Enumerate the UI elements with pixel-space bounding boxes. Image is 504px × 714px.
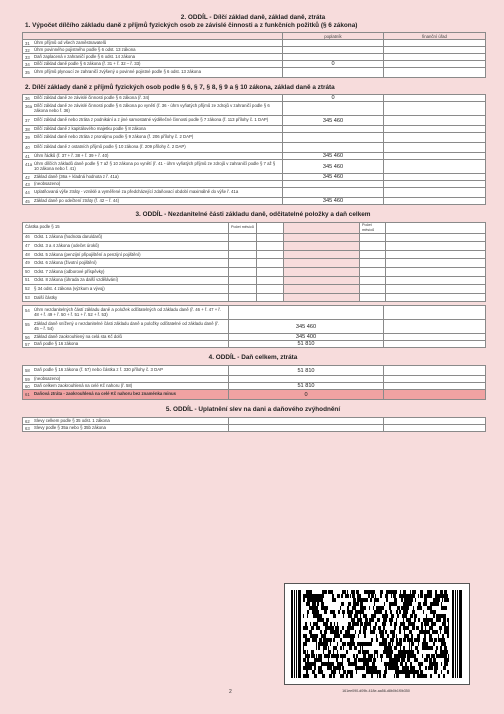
months-field[interactable]	[229, 267, 257, 276]
row-label-cell	[23, 68, 283, 78]
row-number: 51	[25, 277, 30, 283]
row-number: 61	[25, 392, 30, 398]
form-row-51	[23, 276, 486, 285]
row-label: Úhrn nezdanitelných částí základu daně a položek odčitatelných od základu daně (ř. 46 + ř. 47 + ř. 48 + ř. 49 + ř. 50 + ř. 51 + ř. 52 + ř. 53)	[34, 307, 222, 317]
row-number: 35	[25, 70, 30, 75]
row-number: 32	[25, 47, 30, 53]
value-field[interactable]	[229, 376, 384, 383]
row-number: 54	[25, 308, 30, 314]
pdf417-barcode	[284, 583, 470, 685]
row-label-cell	[23, 174, 283, 181]
row-label: Daňová ztráta - zaokrouhlená na celé Kč nahoru bez znaménka minus	[34, 391, 177, 397]
months-field[interactable]	[229, 276, 257, 285]
col-taxpayer: poplatník	[283, 33, 384, 40]
value-field[interactable]: 51 810	[229, 366, 384, 376]
row-number: 41	[25, 153, 30, 159]
row-number: 50	[25, 268, 30, 274]
row-label-cell	[23, 116, 283, 126]
row-number: 53	[25, 294, 30, 300]
row-label-cell	[23, 47, 283, 54]
office-field[interactable]	[384, 126, 486, 133]
row-number: 37	[25, 118, 30, 123]
row-number: 58	[25, 368, 30, 374]
value-field[interactable]	[283, 133, 384, 143]
row-number: 41a	[25, 161, 33, 167]
value-field[interactable]	[283, 126, 384, 133]
form-row-48	[23, 250, 486, 259]
value-field[interactable]	[283, 181, 384, 188]
form-row-32	[23, 47, 486, 54]
months-field-office[interactable]	[360, 250, 386, 259]
row-label: Odst. 6 zákona (životní pojištění)	[34, 260, 97, 266]
row-label-cell	[23, 188, 283, 198]
office-field[interactable]	[384, 334, 486, 341]
row-label: Základ daně (36a + kladná hodnota z ř. 41a)	[34, 173, 119, 179]
form-row-37	[23, 116, 486, 126]
office-field[interactable]	[384, 383, 486, 390]
row-label-cell	[23, 306, 229, 320]
value-field[interactable]: 345 460	[283, 198, 384, 205]
section5-title: 5. ODDÍL - Uplatnění slev na dani a daňového zvýhodnění	[165, 406, 341, 414]
row-number: 42	[25, 174, 30, 180]
form-row-36	[23, 95, 486, 102]
form-row-61	[23, 390, 486, 400]
value-field[interactable]: 345 460	[229, 320, 384, 334]
row-label: Daň zaplacená v zahraničí podle § 6 odst. 14 zákona	[34, 53, 136, 59]
row-label-cell	[23, 198, 283, 205]
form-row-50	[23, 267, 486, 276]
form-row-56	[23, 334, 486, 341]
amount-field[interactable]	[257, 242, 284, 251]
months-field[interactable]	[229, 242, 257, 251]
row-label-cell	[23, 95, 283, 102]
spacer-cell	[284, 259, 360, 268]
row-label-cell	[23, 366, 229, 376]
spacer-cell	[284, 285, 360, 294]
barcode-graphic	[291, 590, 463, 678]
row-label: Odst. 8 zákona (úhrada za další vzdělávání)	[34, 277, 119, 283]
row-label-cell	[23, 425, 229, 432]
value-field[interactable]: 0	[283, 95, 384, 102]
row-number: 39	[25, 135, 30, 140]
value-field[interactable]	[229, 306, 384, 320]
amount-field[interactable]	[257, 276, 284, 285]
months-field-office[interactable]	[360, 242, 386, 251]
form-row-43	[23, 181, 486, 188]
row-label-cell	[23, 390, 229, 400]
row-number: 36	[25, 95, 30, 101]
row-number: 46	[25, 234, 30, 240]
row-label-cell	[23, 250, 229, 259]
form-row-42	[23, 174, 486, 181]
amount-field-office[interactable]	[386, 285, 486, 294]
row-number: 55	[25, 322, 30, 328]
row-label-cell	[23, 276, 229, 285]
form-row-36a	[23, 102, 486, 116]
row-label: Dílčí základ daně z kapitálového majetku podle § 8 zákona	[34, 125, 146, 131]
row-number: 40	[25, 145, 30, 150]
row-label: Slevy celkem podle § 35 odst. 1 zákona	[34, 417, 110, 423]
row-label: Základ daně zaokrouhlený na celá sta Kč dolů	[34, 333, 122, 339]
row-label-cell	[23, 233, 229, 242]
office-field[interactable]	[384, 143, 486, 153]
office-field[interactable]	[384, 376, 486, 383]
row-label-cell	[23, 418, 229, 425]
row-label-cell	[23, 133, 283, 143]
col-office: finanční úřad	[384, 33, 486, 40]
value-field[interactable]: 345 460	[283, 174, 384, 181]
row-number: 57	[25, 341, 30, 347]
s3-col-months-2: Počet měsíců	[360, 223, 386, 234]
months-field[interactable]	[229, 233, 257, 242]
s3-cell-blank	[257, 223, 284, 234]
months-field-office[interactable]	[360, 276, 386, 285]
section4-title: 4. ODDÍL - Daň celkem, ztráta	[208, 354, 298, 362]
form-row-62	[23, 418, 486, 425]
office-field[interactable]	[384, 198, 486, 205]
row-label: Daň podle § 16 zákona	[34, 340, 79, 346]
row-label: (neobsazeno)	[34, 375, 61, 381]
row-label-cell	[23, 376, 229, 383]
row-label: Úhrn dílčích základů daně podle § 7 až § 10 zákona po vynětí (ř. 41 - úhrn vyňatých příjmů ze zdrojů v zahraničí podle § 7 až § 10 zákona nebo ř. 41)	[34, 160, 276, 171]
form-row-35	[23, 68, 486, 78]
form-row-33	[23, 54, 486, 61]
value-field[interactable]	[283, 188, 384, 198]
row-label-cell	[23, 259, 229, 268]
form-row-34	[23, 61, 486, 68]
row-label: (neobsazeno)	[34, 180, 61, 186]
form-row-55	[23, 320, 486, 334]
value-field[interactable]: 345 400	[229, 334, 384, 341]
form-row-49	[23, 259, 486, 268]
spacer-cell	[284, 233, 360, 242]
row-label: Daň celkem zaokrouhlená na celé Kč nahoru (ř. 58)	[34, 382, 133, 388]
amount-field-office[interactable]	[386, 233, 486, 242]
row-number: 34	[25, 61, 30, 67]
value-field[interactable]: 345 460	[283, 153, 384, 160]
row-number: 60	[25, 383, 30, 389]
office-field[interactable]	[384, 418, 486, 425]
header-blank	[23, 33, 283, 40]
row-label-cell	[23, 61, 283, 68]
row-number: 43	[25, 181, 30, 187]
amount-field[interactable]	[257, 233, 284, 242]
row-number: 56	[25, 334, 30, 340]
section2-sub1-title: 1. Výpočet dílčího základu daně z příjmů fyzických osob ze závislé činnosti a z funkčních požitků (§ 6 zákona)	[25, 22, 358, 29]
form-row-58	[23, 366, 486, 376]
form-row-59	[23, 376, 486, 383]
amount-field[interactable]	[257, 285, 284, 294]
value-field[interactable]: 0	[283, 61, 384, 68]
spacer-cell	[284, 242, 360, 251]
section4-table	[22, 365, 486, 400]
section5-table	[22, 417, 486, 432]
row-number: 59	[25, 376, 30, 382]
section2-sub2-title: 2. Dílčí základy daně z příjmů fyzických osob podle § 6, § 7, § 8, § 9 a § 10 zákona, základ daně a ztráta	[25, 84, 335, 91]
row-number: 47	[25, 243, 30, 249]
office-field[interactable]	[384, 47, 486, 54]
form-row-31	[23, 40, 486, 47]
months-field[interactable]	[229, 250, 257, 259]
row-label: § 34 odst. 4 zákona (výzkum a vývoj)	[34, 286, 105, 292]
form-row-39	[23, 133, 486, 143]
office-field[interactable]	[384, 133, 486, 143]
row-number: 62	[25, 418, 30, 424]
row-label-cell	[23, 267, 229, 276]
value-field[interactable]	[283, 54, 384, 61]
row-number: 45	[25, 198, 30, 204]
spacer-cell	[284, 276, 360, 285]
row-label: Úhrn řádků (ř. 37 + ř. 38 + ř. 39 + ř. 40)	[34, 152, 109, 158]
spacer-cell	[284, 267, 360, 276]
spacer-cell	[284, 293, 360, 302]
amount-field-office[interactable]	[386, 259, 486, 268]
row-label: Slevy podle § 35a nebo § 35b zákona	[34, 424, 106, 430]
row-label: Úhrn příjmů od všech zaměstnavatelů	[34, 39, 107, 45]
value-field[interactable]	[283, 47, 384, 54]
office-field[interactable]	[384, 306, 486, 320]
months-field-office[interactable]	[360, 285, 386, 294]
form-row-47	[23, 242, 486, 251]
row-label-cell	[23, 54, 283, 61]
row-label-cell	[23, 153, 283, 160]
value-field[interactable]	[229, 425, 384, 432]
row-label-cell	[23, 102, 283, 116]
value-field[interactable]: 345 460	[283, 116, 384, 126]
row-number: 31	[25, 40, 30, 46]
office-field[interactable]	[384, 61, 486, 68]
row-label-cell	[23, 293, 229, 302]
value-field[interactable]	[283, 68, 384, 78]
s3-cell-blank	[284, 223, 360, 234]
amount-field[interactable]	[257, 267, 284, 276]
amount-field[interactable]	[257, 259, 284, 268]
row-label-cell	[23, 143, 283, 153]
office-field[interactable]	[384, 320, 486, 334]
row-number: 36a	[25, 103, 33, 109]
office-field[interactable]	[384, 174, 486, 181]
row-label: Úhrn povinného pojistného podle § 6 odst. 13 zákona	[34, 46, 136, 52]
form-row-63	[23, 425, 486, 432]
office-field[interactable]	[384, 181, 486, 188]
form-row-45	[23, 198, 486, 205]
office-field[interactable]	[384, 425, 486, 432]
row-label: Odst. 1 zákona (hodnota daru/darů)	[34, 234, 103, 240]
row-label: Dílčí základ daně nebo ztráta z podnikání a z jiné samostatné výdělečné činnosti podle § 7 zákona (ř. 113 přílohy č. 1 DAP)	[34, 117, 269, 122]
form-row-60	[23, 383, 486, 390]
row-label-cell	[23, 181, 283, 188]
row-number: 48	[25, 251, 30, 257]
barcode-id: 161ee090-d09b-418e-aa56-d8b0b1f0b350	[342, 689, 410, 693]
section3-totals-table	[22, 305, 486, 348]
row-label: Další částky	[34, 294, 58, 300]
value-field[interactable]: 345 460	[283, 160, 384, 174]
office-field[interactable]	[384, 95, 486, 102]
s3-col-months: Počet měsíců	[229, 223, 257, 234]
value-field[interactable]: 0	[229, 390, 384, 400]
row-label-cell	[23, 320, 229, 334]
row-number: 33	[25, 54, 30, 60]
row-number: 49	[25, 260, 30, 266]
form-row-41a	[23, 160, 486, 174]
page-number: 2	[229, 689, 232, 695]
row-label: Dílčí základ daně z ostatních příjmů podle § 10 zákona (ř. 209 přílohy č. 2 DAP)	[34, 144, 186, 149]
months-field[interactable]	[229, 259, 257, 268]
amount-field-office[interactable]	[386, 276, 486, 285]
s3-col-amount: Částka podle § 15	[23, 223, 229, 234]
months-field-office[interactable]	[360, 233, 386, 242]
section3-table	[22, 222, 486, 302]
s3-cell-blank	[386, 223, 486, 234]
row-number: 63	[25, 425, 30, 431]
row-label-cell	[23, 383, 229, 390]
section2-sub2-table	[22, 94, 486, 205]
row-label: Odst. 3 a 4 zákona (odečet úroků)	[34, 243, 99, 249]
row-label: Dílčí základ daně ze závislé činnosti podle § 6 zákona po vynětí (ř. 36 - úhrn vyňatých příjmů ze zdrojů v zahraničí podle § 6 zákona nebo ř. 36)	[34, 102, 270, 113]
value-field[interactable]: 51 810	[229, 383, 384, 390]
row-number: 38	[25, 126, 30, 132]
office-field[interactable]	[384, 153, 486, 160]
value-field[interactable]	[283, 40, 384, 47]
office-field[interactable]	[384, 188, 486, 198]
value-field[interactable]	[283, 102, 384, 116]
row-label: Dílčí základ daně nebo ztráta z pronájmu podle § 9 zákona (ř. 206 přílohy č. 2 DAP)	[34, 134, 194, 139]
row-label: Základ daně po odečtení ztráty (ř. 42 – ř. 44)	[34, 197, 120, 203]
value-field[interactable]: 51 810	[229, 341, 384, 348]
row-label: Uplatňovaná výše ztráty - vzniklé a vyměřené za předcházející zdaňovací období maximálně do výše ř. 41a	[34, 189, 239, 194]
value-field[interactable]	[229, 418, 384, 425]
months-field[interactable]	[229, 293, 257, 302]
office-field[interactable]	[384, 40, 486, 47]
amount-field[interactable]	[257, 293, 284, 302]
row-label: Odst. 5 zákona (penzijní připojištění a penzijní pojištění)	[34, 251, 141, 257]
row-label: Dílčí základ daně ze závislé činnosti podle § 6 zákona (ř. 34)	[34, 94, 150, 100]
form-row-38	[23, 126, 486, 133]
row-label-cell	[23, 160, 283, 174]
amount-field[interactable]	[257, 250, 284, 259]
row-label: Daň podle § 16 zákona (ř. 57) nebo částka z ř. 330 přílohy č. 3 DAP	[34, 367, 163, 373]
office-field[interactable]	[384, 390, 486, 400]
form-row-52	[23, 285, 486, 294]
row-label: Odst. 7 zákona (odborové příspěvky)	[34, 268, 105, 274]
months-field-office[interactable]	[360, 293, 386, 302]
form-row-54	[23, 306, 486, 320]
row-label-cell	[23, 341, 229, 348]
row-number: 44	[25, 190, 30, 195]
form-row-46	[23, 233, 486, 242]
section2-sub1-table	[22, 32, 486, 78]
form-row-57	[23, 341, 486, 348]
value-field[interactable]	[283, 143, 384, 153]
amount-field-office[interactable]	[386, 250, 486, 259]
section3-title: 3. ODDÍL - Nezdanitelné části základu daně, odčitatelné položky a daň celkem	[135, 211, 371, 218]
form-row-44	[23, 188, 486, 198]
row-label-cell	[23, 242, 229, 251]
office-field[interactable]	[384, 116, 486, 126]
spacer-cell	[284, 250, 360, 259]
office-field[interactable]	[384, 102, 486, 116]
row-number: 52	[25, 286, 30, 292]
row-label-cell	[23, 285, 229, 294]
form-row-41	[23, 153, 486, 160]
office-field[interactable]	[384, 366, 486, 376]
amount-field-office[interactable]	[386, 293, 486, 302]
form-row-40	[23, 143, 486, 153]
office-field[interactable]	[384, 341, 486, 348]
row-label: Dílčí základ daně podle § 6 zákona (ř. 31 + ř. 32 – ř. 33)	[34, 60, 141, 66]
amount-field-office[interactable]	[386, 267, 486, 276]
row-label-cell	[23, 40, 283, 47]
row-label: Úhrn příjmů plynoucí ze zahraničí zvýšený o povinné pojistné podle § 6 odst. 13 zákona	[34, 69, 201, 74]
months-field[interactable]	[229, 285, 257, 294]
months-field-office[interactable]	[360, 267, 386, 276]
months-field-office[interactable]	[360, 259, 386, 268]
office-field[interactable]	[384, 68, 486, 78]
office-field[interactable]	[384, 160, 486, 174]
form-row-53	[23, 293, 486, 302]
office-field[interactable]	[384, 54, 486, 61]
amount-field-office[interactable]	[386, 242, 486, 251]
row-label: Základ daně snížený o nezdanitelné části základu daně a položky odčitatelné od základu daně (ř. 45 – ř. 54)	[34, 321, 219, 331]
row-label-cell	[23, 334, 229, 341]
row-label-cell	[23, 126, 283, 133]
section2-title: 2. ODDÍL - Dílčí základ daně, základ daně, ztráta	[180, 14, 326, 21]
